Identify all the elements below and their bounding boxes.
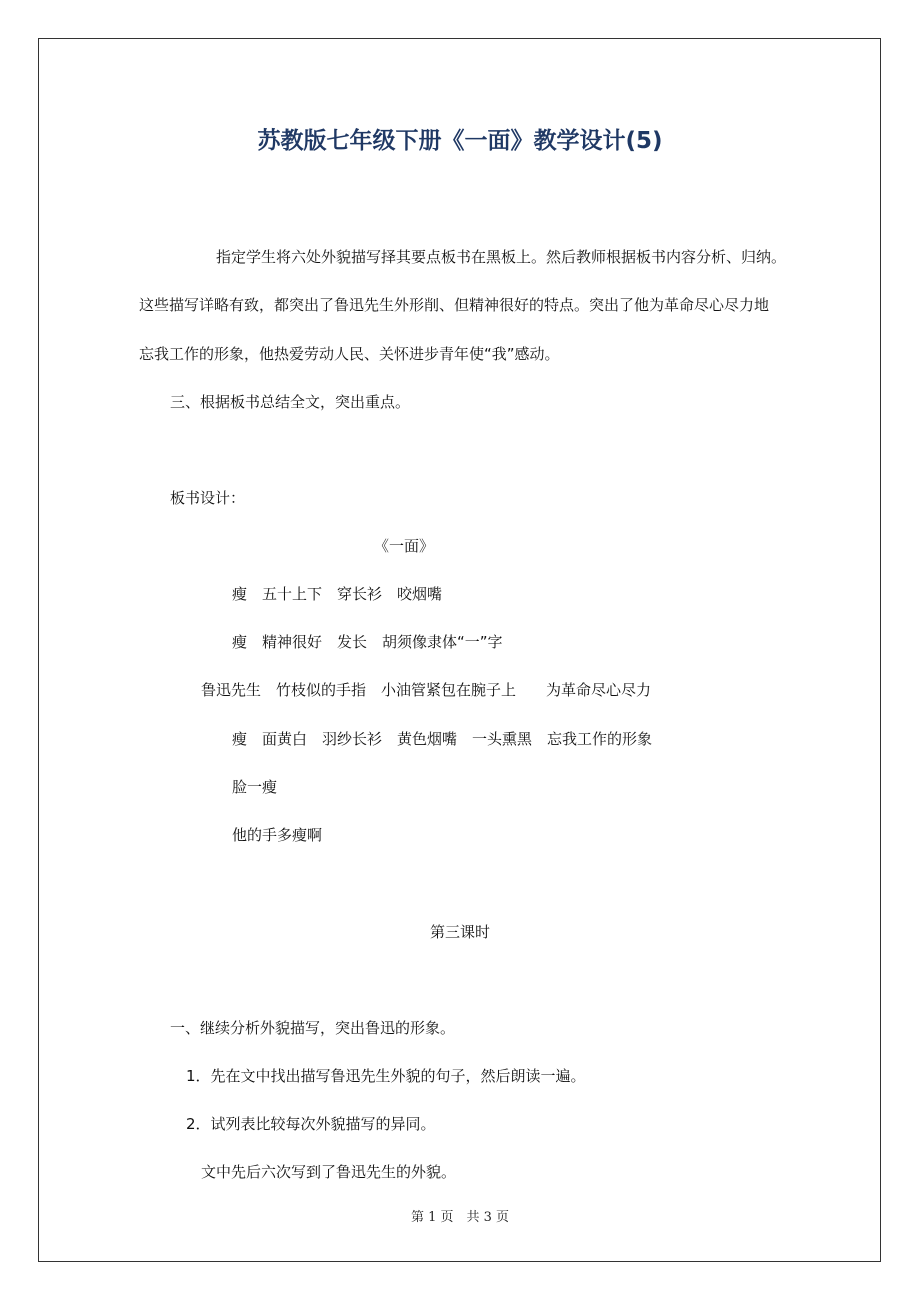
board-row: 瘦 五十上下 穿长衫 咬烟嘴	[232, 585, 443, 603]
list-item: 1．先在文中找出描写鲁迅先生外貌的句子，然后朗读一遍。	[186, 1067, 586, 1085]
list-item: 一、继续分析外貌描写，突出鲁迅的形象。	[170, 1019, 456, 1037]
board-row: 他的手多瘦啊	[232, 826, 323, 844]
section-heading: 第三课时	[429, 923, 490, 941]
paragraph: 这些描写详略有致，都突出了鲁迅先生外形削、但精神很好的特点。突出了他为革命尽心尽力地	[139, 296, 770, 314]
paragraph: 三、根据板书总结全文，突出重点。	[170, 393, 411, 411]
paragraph: 指定学生将六处外貌描写择其要点板书在黑板上。然后教师根据板书内容分析、归纳。	[216, 248, 787, 266]
document-title: 苏教版七年级下册《一面》教学设计(5)	[257, 128, 663, 154]
board-heading: 《一面》	[374, 537, 435, 555]
board-row: 瘦 面黄白 羽纱长衫 黄色烟嘴 一头熏黑 忘我工作的形象	[232, 730, 653, 748]
page-footer: 第 1 页 共 3 页	[410, 1210, 510, 1225]
board-row: 瘦 精神很好 发长 胡须像隶体“一”字	[232, 633, 503, 651]
list-item: 文中先后六次写到了鲁迅先生的外貌。	[201, 1163, 457, 1181]
board-row: 鲁迅先生 竹枝似的手指 小油管紧包在腕子上 为革命尽心尽力	[201, 681, 652, 699]
board-label: 板书设计：	[170, 489, 246, 507]
list-item: 2．试列表比较每次外貌描写的异同。	[186, 1115, 436, 1133]
paragraph: 忘我工作的形象，他热爱劳动人民、关怀进步青年使“我”感动。	[139, 345, 560, 363]
board-row: 脸一瘦	[232, 778, 278, 796]
